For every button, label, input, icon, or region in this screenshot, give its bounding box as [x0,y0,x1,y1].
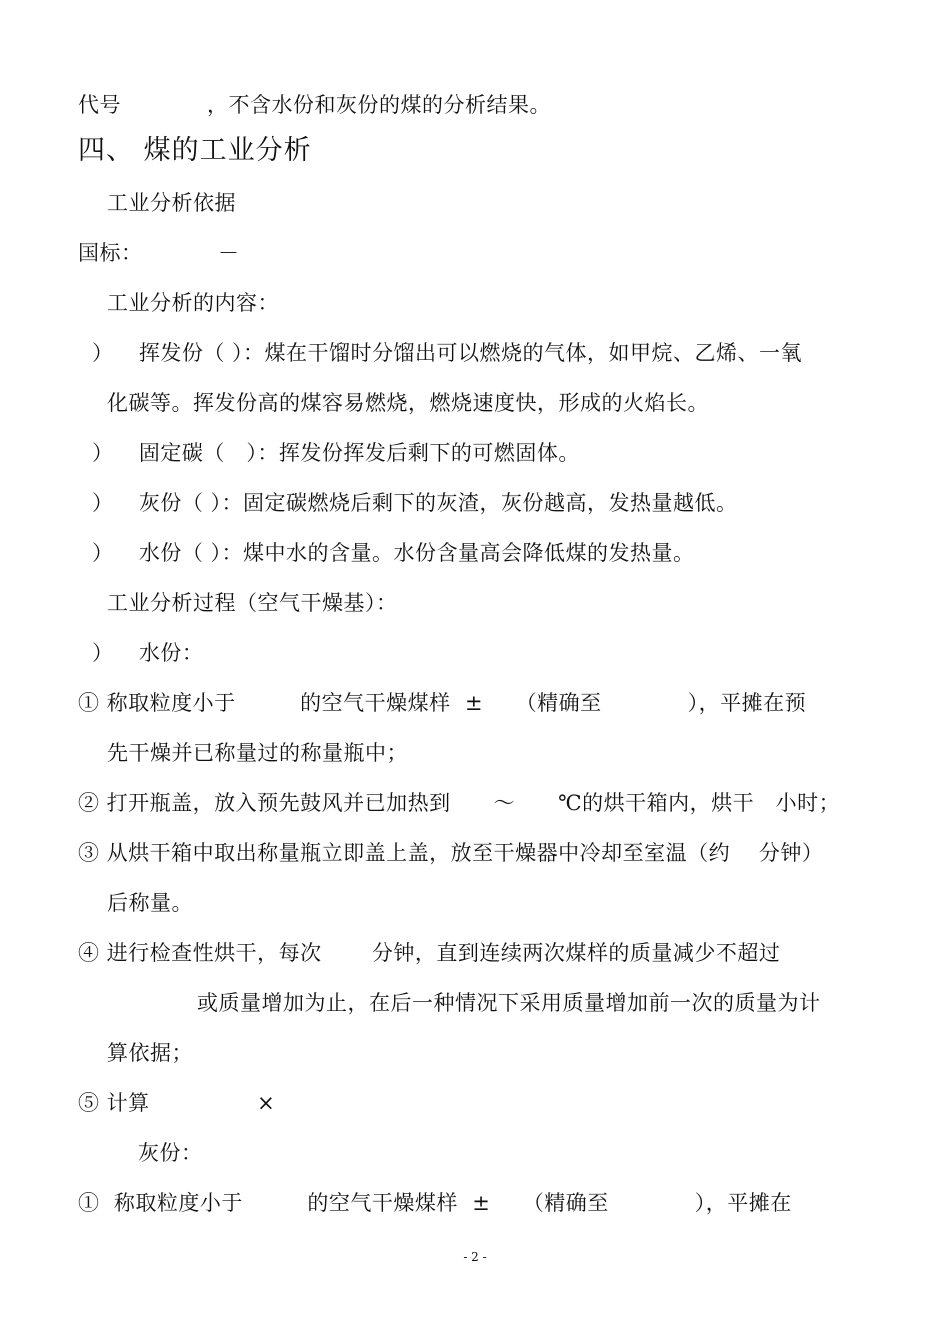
list-item-moisture: ） 水份（ ）：煤中水的含量。水份含量高会降低煤的发热量。 [92,541,695,565]
step-3: ③ 从烘干箱中取出称量瓶立即盖上盖，放至干燥器中冷却至室温（约 分钟） [78,841,824,865]
text-line-standard: 国标： － [78,241,240,265]
step-4-cont-2: 算依据； [107,1041,193,1065]
step-4-cont: 或质量增加为止，在后一种情况下采用质量增加前一次的质量为计 [197,991,821,1015]
text-line-definition: 代号 ，不含水份和灰份的煤的分析结果。 [78,93,551,117]
step-1: ① 称取粒度小于 的空气干燥煤样 ± （精确至 ），平摊在预 [78,691,807,715]
step-5: ⑤ 计算 × [78,1091,276,1115]
step-2: ② 打开瓶盖，放入预先鼓风并已加热到 ～ ℃的烘干箱内，烘干 小时； [78,791,841,815]
page-number: - 2 - [463,1250,487,1264]
list-item-volatile: ） 挥发份（ ）：煤在干馏时分馏出可以燃烧的气体，如甲烷、乙烯、一氧 [92,341,803,365]
subheading-content: 工业分析的内容： [107,291,279,315]
step-4: ④ 进行检查性烘干，每次 分钟，直到连续两次煤样的质量减少不超过 [78,941,781,965]
list-item-fixed-carbon: ） 固定碳（ ）：挥发份挥发后剩下的可燃固体。 [92,441,580,465]
subheading-ash: 灰份： [138,1141,203,1165]
list-item-moisture-step: ） 水份： [92,641,204,665]
ash-step-1: ① 称取粒度小于 的空气干燥煤样 ± （精确至 ），平摊在 [78,1191,792,1215]
section-heading: 四、 煤的工业分析 [78,135,312,166]
step-3-cont: 后称量。 [107,891,193,915]
subheading-process: 工业分析过程（空气干燥基）： [107,591,398,615]
list-item-volatile-cont: 化碳等。挥发份高的煤容易燃烧，燃烧速度快，形成的火焰长。 [107,391,709,415]
step-1-cont: 先干燥并已称量过的称量瓶中； [107,741,408,765]
list-item-ash: ） 灰份（ ）：固定碳燃烧后剩下的灰渣，灰份越高，发热量越低。 [92,491,738,515]
subheading-basis: 工业分析依据 [107,191,236,215]
